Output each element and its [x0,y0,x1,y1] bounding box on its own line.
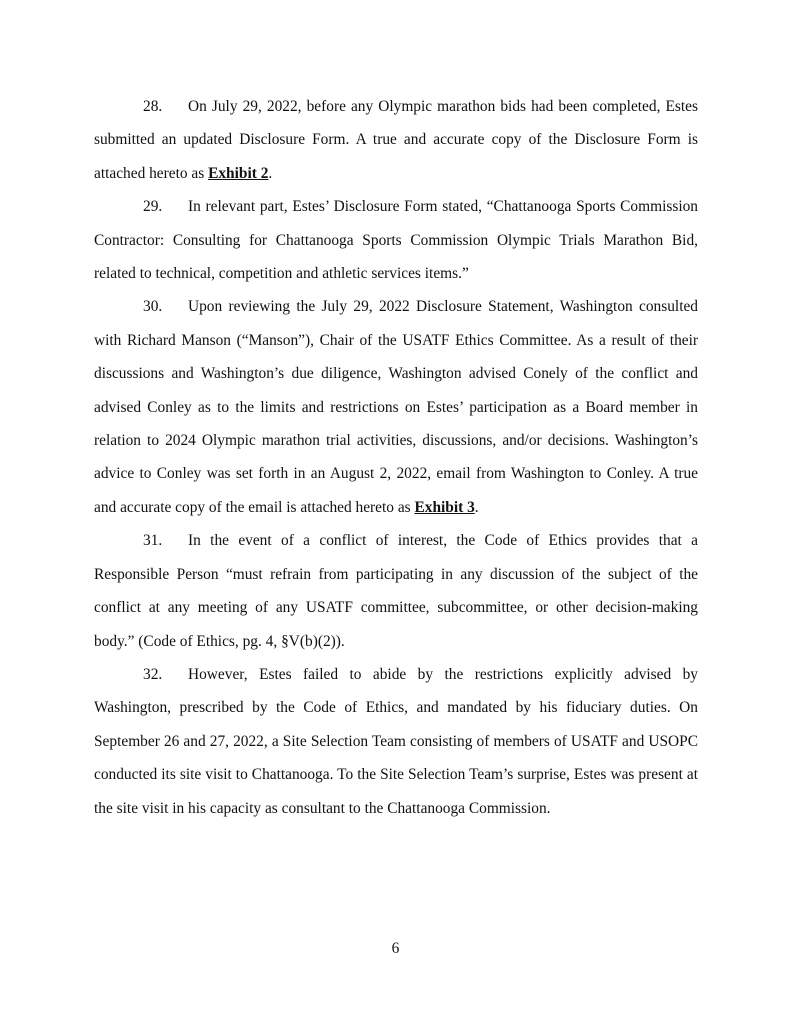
paragraph-text: In the event of a conflict of interest, the Code of Ethics provides that a Responsible Person “must refrain from participating in any discussion of the subject of the conflict at any meeting of any USATF committee, subcommittee, or other decision-making body.” (Code of Ethics, pg. 4, §V(b)(2)). [94,532,698,650]
document-body [94,90,698,825]
paragraph-number: 32. [143,665,163,683]
paragraph-text-end: . [268,164,273,182]
paragraph-32 [94,658,698,825]
paragraph-number: 28. [143,98,163,115]
paragraph-number: 31. [143,532,163,550]
paragraph-text: However, Estes failed to abide by the restrictions explicitly advised by Washington, prescribed by the Code of Ethics, and mandated by his fiduciary duties. On September 26 and 27, 2022, a Site Selection Team consisting of members of USATF and USOPC conducted its site visit to Chattanooga. To the Site Selection Team’s surprise, Estes was present at the site visit in his capacity as consultant to the Chattanooga Commission. [94,665,698,817]
paragraph-text: Upon reviewing the July 29, 2022 Disclosure Statement, Washington consulted with Richard Manson (“Manson”), Chair of the USATF Ethics Committee. As a result of their discussions and Washington’s due diligence, Washington advised Conely of the conflict and advised Conley as to the limits and restrictions on Estes’ participation as a Board member in relation to 2024 Olympic marathon trial activities, discussions, and/or decisions. Washington’s advice to Conley was set forth in an August 2, 2022, email from Washington to Conley. A true and accurate copy of the email is attached hereto as [94,298,698,516]
page-number: 6 [391,940,400,957]
paragraph-text: On July 29, 2022, before any Olympic marathon bids had been completed, Estes submitted an updated Disclosure Form. A true and accurate copy of the Disclosure Form is attached hereto as [94,98,698,182]
exhibit-link: Exhibit 2 [208,164,269,182]
exhibit-link: Exhibit 3 [414,498,475,516]
paragraph-text-end: . [474,498,479,516]
paragraph-number: 30. [143,298,163,316]
paragraph-29 [94,190,698,290]
paragraph-31 [94,524,698,658]
paragraph-number: 29. [143,198,163,216]
paragraph-30 [94,290,698,524]
paragraph-text: In relevant part, Estes’ Disclosure Form stated, “Chattanooga Sports Commission Contractor: Consulting for Chattanooga Sports Commission Olympic Trials Marathon Bid, related to technical, competition and athletic services items.” [94,198,698,283]
paragraph-28 [94,90,698,190]
